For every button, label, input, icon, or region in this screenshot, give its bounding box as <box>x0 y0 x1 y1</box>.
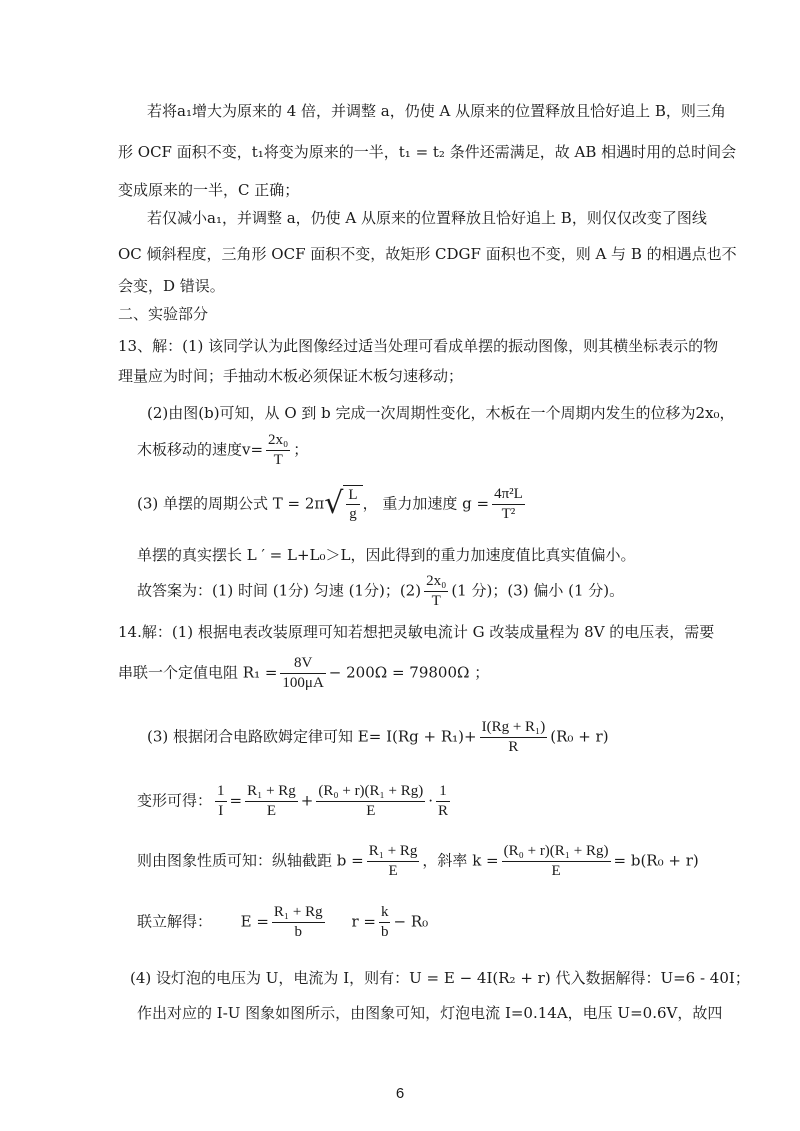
question-13-line: 单摆的真实摆长 L ′ = L+L₀＞L，因此得到的重力加速度值比真实值偏小。 <box>137 546 636 564</box>
velocity-fraction: $\frac{\text{2x₀}}{T}$ <box>268 432 289 468</box>
page-number: 6 <box>395 1085 405 1102</box>
question-14-resistor: 串联一个定值电阻 R₁ = $\frac{8V}{100\mu A}$ − 200Ω = 79800Ω ； <box>118 655 490 691</box>
question-14-transform: 变形可得： $\frac{1}{I}$ = $\frac{\text{R₁ + Rg}}{E}$ + $\frac{\text{(R₀ + r)(R₁ + Rg)}}{E}$ · $\frac{1}{R}$ <box>137 783 449 819</box>
ohm-fraction: $\frac{\text{I(Rg + R₁)}}{R}$ <box>481 719 546 755</box>
question-14-line: 14.解：(1) 根据电表改装原理可知若想把灵敏电流计 G 改装成量程为 8V 的电压表，需要 <box>118 623 715 641</box>
resistor-fraction: $\frac{8V}{100\mu A}$ <box>282 655 324 691</box>
gravity-fraction: $\frac{\text{4π²L}}{\text{T²}}$ <box>494 486 523 522</box>
question-13-line: 理量应为时间；手抽动木板必须保证木板匀速移动； <box>118 367 464 385</box>
question-13-period: (3) 单摆的周期公式 T = 2π√ $\frac{L}{g}$ ， 重力加速度 g = $\frac{\text{4π²L}}{\text{T²}}$ <box>137 484 760 525</box>
question-13-velocity: 木板移动的速度v= $\frac{\text{2x₀}}{T}$ ； <box>137 432 309 468</box>
question-14-line: (4) 设灯泡的电压为 U，电流为 I，则有：U = E − 4I(R₂ + r) 代入数据解得：U=6 - 40I； <box>130 969 750 987</box>
velocity-label: 木板移动的速度v= <box>137 440 264 459</box>
paragraph-line: OC 倾斜程度，三角形 OCF 面积不变，故矩形 CDGF 面积也不变，则 A 与 B 的相遇点也不 <box>118 245 737 263</box>
paragraph-line: 形 OCF 面积不变，t₁将变为原来的一半，t₁ = t₂ 条件还需满足，故 AB 相遇时用的总时间会 <box>118 143 737 161</box>
sqrt-expression: √ $\frac{L}{g}$ <box>324 484 362 525</box>
paragraph-line: 会变，D 错误。 <box>118 277 225 295</box>
section-title: 二、实验部分 <box>118 305 209 323</box>
question-14-line: 作出对应的 I-U 图象如图所示，由图象可知，灯泡电流 I=0.14A，电压 U=0.6V，故四 <box>137 1004 723 1022</box>
question-13-line: (2)由图(b)可知，从 O 到 b 完成一次周期性变化，木板在一个周期内发生的位移为2x₀， <box>147 404 735 422</box>
period-label: (3) 单摆的周期公式 T = 2π <box>137 494 325 513</box>
question-14-intercept: 则由图象性质可知：纵轴截距 b = $\frac{\text{R₁ + Rg}}{E}$ ，斜率 k = $\frac{\text{(R₀ + r)(R₁ + Rg)}}{E}$ = b(R₀ + r) <box>137 843 699 879</box>
paragraph-line: 若仅减小a₁，并调整 a，仍使 A 从原来的位置释放且恰好追上 B，则仅仅改变了图线 <box>147 209 707 227</box>
answer-fraction: $\frac{\text{2x₀}}{T}$ <box>426 573 447 609</box>
paragraph-line: 若将a₁增大为原来的 4 倍，并调整 a，仍使 A 从原来的位置释放且恰好追上 B，则三角 <box>147 102 726 120</box>
question-14-solution: 联立解得： E = $\frac{\text{R₁ + Rg}}{b}$ r = $\frac{k}{b}$ − R₀ <box>137 904 429 940</box>
question-13-line: 13、解：(1) 该同学认为此图像经过适当处理可看成单摆的振动图像，则其横坐标表示的物 <box>118 337 719 355</box>
paragraph-line: 变成原来的一半，C 正确； <box>118 181 300 199</box>
question-13-answer: 故答案为：(1) 时间 (1分) 匀速 (1分)；(2) $\frac{\text{2x₀}}{T}$ (1 分)；(3) 偏小 (1 分)。 <box>137 573 625 609</box>
question-14-ohm: (3) 根据闭合电路欧姆定律可知 E= I(Rg + R₁)+ $\frac{\text{I(Rg + R₁)}}{R}$ (R₀ + r) <box>147 719 609 755</box>
